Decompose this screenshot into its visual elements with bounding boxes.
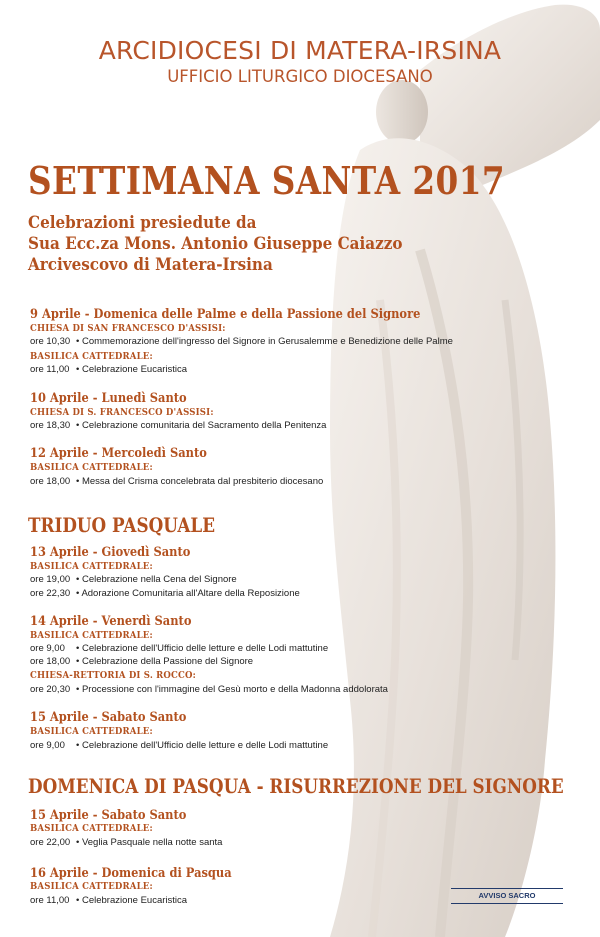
day-heading: 14 Aprile - Venerdì Santo bbox=[30, 614, 192, 629]
event-time: ore 9,00 bbox=[30, 643, 65, 654]
event-time: ore 11,00 bbox=[30, 364, 70, 375]
subtitle-line: Arcivescovo di Matera-Irsina bbox=[28, 255, 273, 274]
event-text: • Celebrazione dell'Ufficio delle letture e delle Lodi mattutine bbox=[76, 643, 329, 654]
day-heading: 15 Aprile - Sabato Santo bbox=[30, 710, 187, 725]
event-text: • Veglia Pasquale nella notte santa bbox=[76, 837, 223, 848]
event-time: ore 18,00 bbox=[30, 476, 71, 487]
event-time: ore 19,00 bbox=[30, 574, 71, 585]
location-label: BASILICA CATTEDRALE: bbox=[30, 881, 153, 892]
subtitle-line: Celebrazioni presiedute da bbox=[28, 213, 257, 232]
header-archdiocese: ARCIDIOCESI DI MATERA-IRSINA bbox=[98, 36, 502, 65]
event-line bbox=[30, 837, 222, 848]
location-label: BASILICA CATTEDRALE: bbox=[30, 726, 153, 737]
location-label: CHIESA-RETTORIA DI S. ROCCO: bbox=[30, 670, 196, 681]
avviso-sacro-badge: AVVISO SACRO bbox=[451, 888, 563, 904]
section-title-triduo: TRIDUO PASQUALE bbox=[28, 513, 216, 537]
event-text: • Celebrazione Eucaristica bbox=[76, 364, 188, 375]
poster-title: SETTIMANA SANTA 2017 bbox=[28, 158, 506, 203]
event-text: • Celebrazione dell'Ufficio delle letture e delle Lodi mattutine bbox=[76, 740, 329, 751]
event-line bbox=[30, 336, 453, 347]
event-time: ore 20,30 bbox=[30, 684, 71, 695]
event-time: ore 9,00 bbox=[30, 740, 65, 751]
event-line bbox=[30, 420, 326, 431]
event-line bbox=[30, 656, 253, 667]
event-text: • Celebrazione della Passione del Signore bbox=[76, 656, 254, 667]
event-line bbox=[30, 476, 323, 487]
location-label: CHIESA DI S. FRANCESCO D'ASSISI: bbox=[30, 407, 214, 418]
day-heading: 10 Aprile - Lunedì Santo bbox=[30, 391, 187, 406]
location-label: BASILICA CATTEDRALE: bbox=[30, 630, 153, 641]
event-time: ore 18,00 bbox=[30, 656, 71, 667]
day-heading: 16 Aprile - Domenica di Pasqua bbox=[30, 866, 232, 881]
event-line bbox=[30, 364, 187, 375]
location-label: BASILICA CATTEDRALE: bbox=[30, 462, 153, 473]
event-line bbox=[30, 643, 328, 654]
event-time: ore 18,30 bbox=[30, 420, 71, 431]
event-time: ore 11,00 bbox=[30, 895, 70, 906]
day-heading: 13 Aprile - Giovedì Santo bbox=[30, 545, 191, 560]
section-title-pasqua: DOMENICA DI PASQUA - RISURREZIONE DEL SIGNORE bbox=[28, 774, 564, 798]
day-heading: 15 Aprile - Sabato Santo bbox=[30, 808, 187, 823]
event-text: • Messa del Crisma concelebrata dal presbiterio diocesano bbox=[76, 476, 324, 487]
location-label: BASILICA CATTEDRALE: bbox=[30, 351, 153, 362]
event-time: ore 22,00 bbox=[30, 837, 71, 848]
day-heading: 12 Aprile - Mercoledì Santo bbox=[30, 446, 207, 461]
event-text: • Celebrazione Eucaristica bbox=[76, 895, 188, 906]
subtitle-line: Sua Ecc.za Mons. Antonio Giuseppe Caiazzo bbox=[28, 234, 403, 253]
event-text: • Commemorazione dell'ingresso del Signore in Gerusalemme e Benedizione delle Palme bbox=[76, 336, 453, 347]
event-time: ore 22,30 bbox=[30, 588, 71, 599]
event-line bbox=[30, 588, 300, 599]
location-label: CHIESA DI SAN FRANCESCO D'ASSISI: bbox=[30, 323, 226, 334]
event-line bbox=[30, 740, 328, 751]
event-text: • Celebrazione comunitaria del Sacramento della Penitenza bbox=[76, 420, 327, 431]
event-line bbox=[30, 684, 388, 695]
event-line bbox=[30, 895, 187, 906]
day-heading: 9 Aprile - Domenica delle Palme e della Passione del Signore bbox=[30, 307, 421, 322]
event-text: • Celebrazione nella Cena del Signore bbox=[76, 574, 237, 585]
header-office: UFFICIO LITURGICO DIOCESANO bbox=[167, 67, 433, 86]
event-line bbox=[30, 574, 237, 585]
location-label: BASILICA CATTEDRALE: bbox=[30, 561, 153, 572]
event-time: ore 10,30 bbox=[30, 336, 71, 347]
event-text: • Adorazione Comunitaria all'Altare della Reposizione bbox=[76, 588, 300, 599]
location-label: BASILICA CATTEDRALE: bbox=[30, 823, 153, 834]
event-text: • Processione con l'immagine del Gesù morto e della Madonna addolorata bbox=[76, 684, 388, 695]
subtitle-block bbox=[28, 212, 402, 275]
